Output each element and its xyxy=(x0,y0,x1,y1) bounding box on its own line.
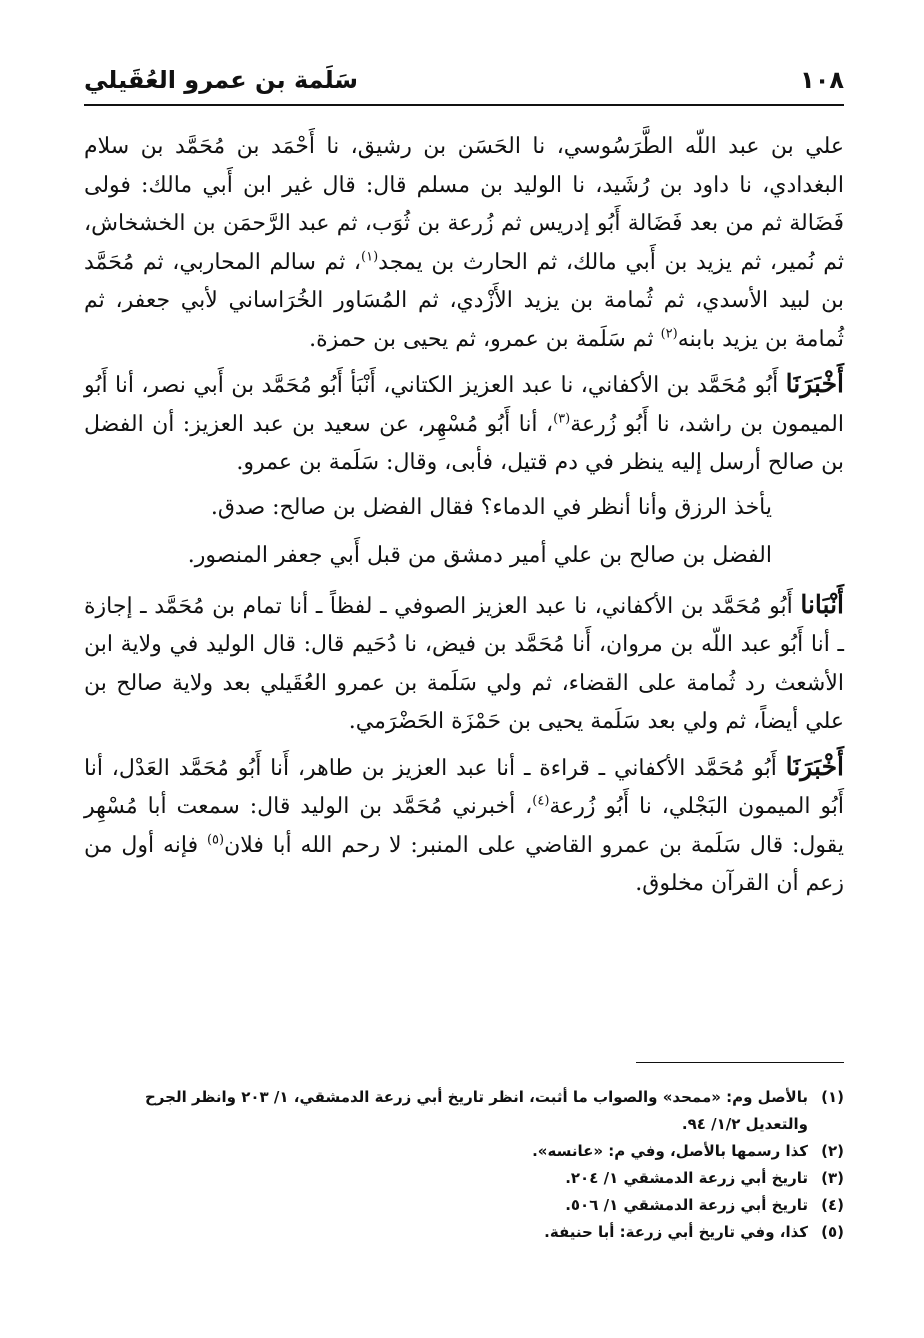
footnote-number: (٣) xyxy=(821,1169,844,1187)
footnotes xyxy=(84,1084,844,1246)
main-text xyxy=(84,128,844,910)
paragraph-3: يأخذ الرزق وأنا أنظر في الدماء؟ فقال الفضل بن صالح: صدق. xyxy=(210,494,772,520)
header-rule xyxy=(84,104,844,106)
footnote-number: (٤) xyxy=(821,1196,844,1214)
footnote-item xyxy=(84,1138,844,1165)
footnote-text: كذا رسمها بالأصل، وفي م: «عانسه». xyxy=(532,1142,808,1160)
page-number: ١٠٨ xyxy=(800,66,844,94)
footnote-item xyxy=(84,1084,844,1138)
running-title: سَلَمة بن عمرو العُقَيلي xyxy=(84,66,358,94)
footnote-item xyxy=(84,1219,844,1246)
page-header xyxy=(84,58,844,102)
footnote-ref-1[interactable]: (١) xyxy=(361,249,379,265)
paragraph-6: أَخْبَرَنَا أَبُو مُحَمَّد الأكفاني ـ قراءة ـ أنا عبد العزيز بن طاهر، أَنا أَبُو مُحَمَّد العَدْل، أنا أَبُو الميمون البَجْلي، نا أَبُو زُرعة$^{(٤)}$، أخبرني مُحَمَّد بن الوليد قال: سمعت أبا مُسْهِر يقول: قال سَلَمة بن عمرو القاضي على المنبر: لا رحم الله أبا فلان$^{(٥)}$ فإنه أول من زعم أن القرآن مخلوق. xyxy=(84,751,844,896)
footnote-number: (٥) xyxy=(821,1223,844,1241)
lead-word: أَخْبَرَنَا xyxy=(785,369,844,398)
paragraph-1: علي بن عبد اللّه الطَّرَسُوسي، نا الحَسَن بن رشيق، نا أَحْمَد بن مُحَمَّد بن سلام البغدادي، نا داود بن رُشَيد، نا الوليد بن مسلم قال: قال غير ابن أَبي مالك: فولى فَضَالة ثم من بعد فَضَالة أَبُو إدريس ثم زُرعة بن ثُوَب، ثم عبد الرَّحمَن بن الخشخاش، ثم نُمير، ثم يزيد بن أَبي مالك، ثم الحارث بن يمجد$^{(١)}$، ثم سالم المحاربي، ثم مُحَمَّد بن لبيد الأسدي، ثم ثُمامة بن يزيد الأَزْدي، ثم المُسَاور الخُرَاساني لأبي جعفر، ثم ثُمامة بن يزيد بابنه$^{(٢)}$ ثم سَلَمة بن عمرو، ثم يحيى بن حمزة. xyxy=(84,134,845,352)
footnote-text: تاريخ أبي زرعة الدمشقي ١/ ٢٠٤. xyxy=(565,1169,808,1187)
footnote-item xyxy=(84,1192,844,1219)
footnote-item xyxy=(84,1165,844,1192)
footnote-ref-3[interactable]: (٣) xyxy=(553,411,571,427)
footnote-ref-2[interactable]: (٢) xyxy=(660,326,678,342)
paragraph-2: أَخْبَرَنَا أَبُو مُحَمَّد بن الأكفاني، نا عبد العزيز الكتاني، أَنْبَأ أَبُو مُحَمَّد بن أَبي نصر، أنا أَبُو الميمون بن راشد، نا أَبُو زُرعة$^{(٣)}$، أنا أَبُو مُسْهِر، عن سعيد بن عبد العزيز: أن الفضل بن صالح أرسل إليه ينظر في دم قتيل، فأبى، وقال: سَلَمة بن عمرو. xyxy=(84,369,844,475)
paragraph-5: أَنْبَانا أَبُو مُحَمَّد بن الأكفاني، نا عبد العزيز الصوفي ـ لفظاً ـ أنا تمام بن مُحَمَّد ـ إجازة ـ أنا أَبُو عبد اللّه بن مروان، أَنا مُحَمَّد بن فيض، نا دُحَيم قال: قال الوليد في ولاية ابن الأشعث رد ثُمامة على القضاء، ثم ولي سَلَمة بن عمرو العُقَيلي بعد ولاية صالح بن علي أيضاً، ثم ولي بعد سَلَمة يحيى بن حَمْزَة الحَضْرَمي. xyxy=(84,589,844,734)
footnote-text: كذا، وفي تاريخ أبي زرعة: أبا حنيفة. xyxy=(544,1223,808,1241)
footnote-rule xyxy=(636,1062,844,1063)
footnote-ref-5[interactable]: (٥) xyxy=(206,832,225,848)
footnote-number: (١) xyxy=(821,1088,844,1106)
lead-word: أَخْبَرَنَا xyxy=(785,751,844,781)
footnote-text: بالأصل وم: «ممحد» والصواب ما أثبت، انظر تاريخ أبي زرعة الدمشقي، ١/ ٢٠٣ وانظر الجرح والتعديل ١/٢/ ٩٤. xyxy=(145,1088,808,1133)
footnote-text: تاريخ أبي زرعة الدمشقي ١/ ٥٠٦. xyxy=(565,1196,808,1214)
footnote-ref-4[interactable]: (٤) xyxy=(532,793,550,809)
paragraph-4: الفضل بن صالح بن علي أمير دمشق من قبل أَبي جعفر المنصور. xyxy=(187,543,772,568)
lead-word: أَنْبَانا xyxy=(800,589,844,619)
footnote-number: (٢) xyxy=(821,1142,844,1160)
